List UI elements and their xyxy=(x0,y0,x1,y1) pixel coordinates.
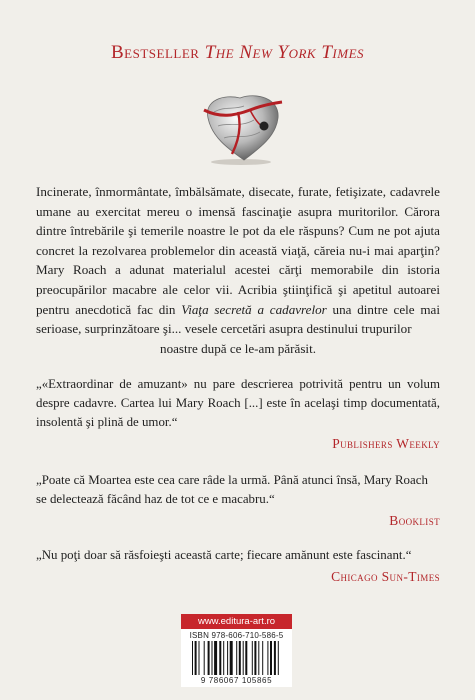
barcode-digits: 9 786067 105865 xyxy=(200,676,273,685)
review-quote-2 xyxy=(36,471,440,530)
description-text-2: una dintre cele mai serioase, surprinzătoare şi... vesele cercetări asupra destinului trupurilor xyxy=(36,301,440,337)
review-source: Chicago Sun-Times xyxy=(331,569,440,584)
barcode-icon xyxy=(192,641,282,675)
book-description xyxy=(36,182,440,358)
headline-bestseller: Bestseller xyxy=(110,42,205,63)
review-text: „Nu poţi doar să răsfoieşti această carte; fiecare amănunt este fascinant.“ xyxy=(36,548,412,562)
bestseller-headline xyxy=(0,42,475,64)
book-title: Viaţa secretă a cadavrelor xyxy=(181,301,327,317)
review-quote-3 xyxy=(36,546,440,586)
heart-illustration xyxy=(194,88,288,166)
review-text: „«Extraordinar de amuzant» nu pare descrierea potrivită pentru un volum despre cadavre. Cartea lui Mary Roach [...] este în acelaşi timp documentată, insolentă şi plină de umor.“ xyxy=(36,377,440,429)
review-quote-1 xyxy=(36,375,440,453)
review-source: Booklist xyxy=(389,513,440,528)
headline-nyt: The New York Times xyxy=(204,42,365,63)
review-source: Publishers Weekly xyxy=(332,436,440,451)
publisher-website: www.editura-art.ro xyxy=(181,614,292,629)
isbn-barcode-block xyxy=(181,629,292,687)
review-text: „Poate că Moartea este cea care râde la urmă. Până atunci însă, Mary Roach se delectează făcând haz de tot ce e macabru.“ xyxy=(36,473,428,506)
description-text-1: Incinerate, înmormântate, îmbălsămate, disecate, furate, fetişizate, cadavrele umane au exercitat mereu o imensă fascinaţie asupra muritorilor. Cărora dintre întrebările şi temerile noastre le pot da ele răspuns? Cum ne pot ajuta concret la rezolvarea problemelor din această viaţă, căreia nu-i mai aparţin? Mary Roach a adunat materialul acestei cărţi memorabile din istoria preocupărilor macabre ale celor vii. Acribia ştiinţifică şi apetitul autoarei pentru anecdotică fac din xyxy=(36,184,440,317)
description-last-line: noastre după ce le-am părăsit. xyxy=(160,340,316,356)
isbn-label: ISBN 978-606-710-586-5 xyxy=(189,631,284,640)
